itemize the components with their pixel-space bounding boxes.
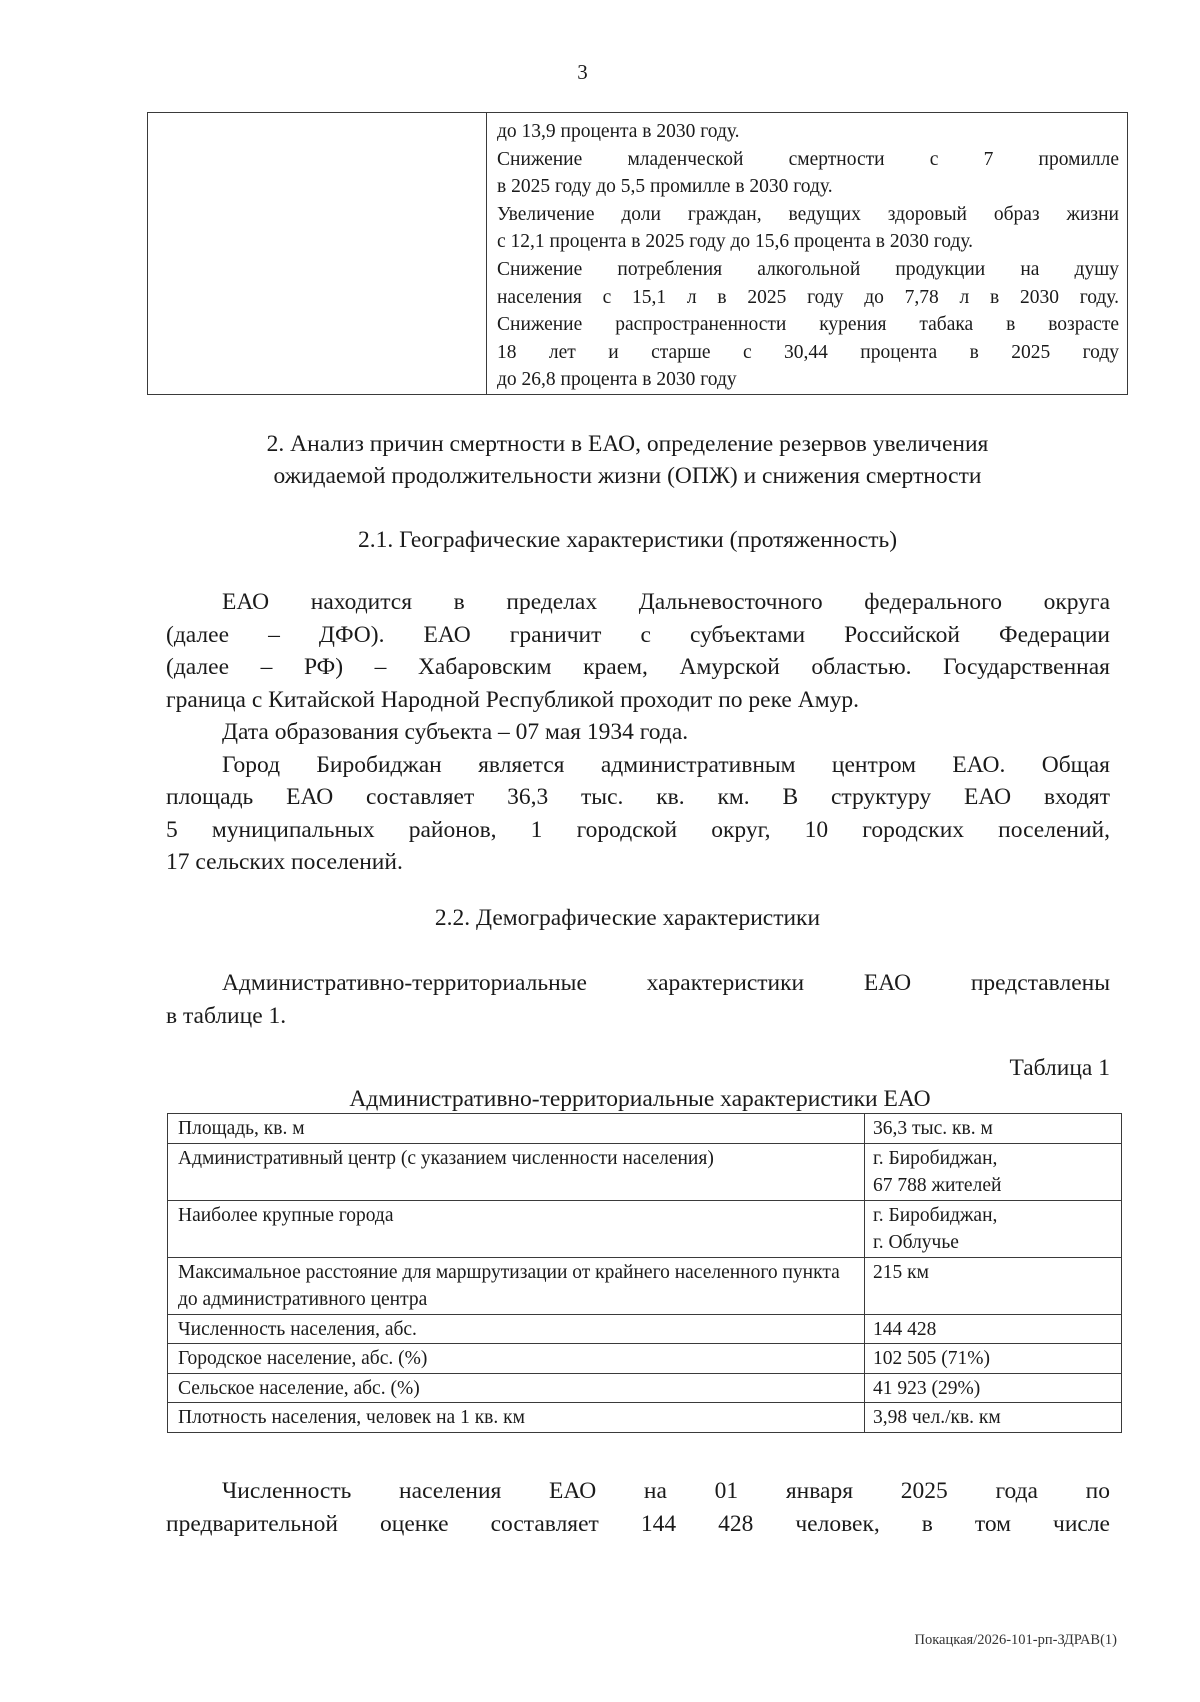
paragraph-line: ЕАО находится в пределах Дальневосточного федерального округа — [222, 589, 1110, 615]
goals-table-continuation — [147, 112, 1128, 395]
table-row — [168, 1373, 1122, 1403]
table-row — [168, 1403, 1122, 1433]
goals-cell — [487, 113, 1128, 395]
row-value-line: 3,98 чел./кв. км — [873, 1407, 1001, 1428]
row-value — [865, 1200, 1122, 1257]
page-number: 3 — [577, 60, 588, 84]
paragraph-line: площадь ЕАО составляет 36,3 тыс. кв. км. В структуру ЕАО входят — [166, 784, 1110, 810]
row-value-line: 67 788 жителей — [873, 1175, 1002, 1196]
row-value-line: 144 428 — [873, 1318, 937, 1340]
paragraph-line: 17 сельских поселений. — [166, 849, 403, 875]
row-value — [865, 1257, 1122, 1314]
row-key: Максимальное расстояние для маршрутизации от крайнего населенного пункта до административного центра — [168, 1257, 865, 1314]
goal-line: Снижение распространенности курения табака в возрасте — [497, 314, 1119, 336]
row-value-line: 36,3 тыс. кв. м — [873, 1118, 993, 1139]
goal-line: в 2025 году до 5,5 промилле в 2030 году. — [497, 176, 833, 198]
row-key: Численность населения, абс. — [168, 1314, 865, 1344]
row-value — [865, 1114, 1122, 1144]
section-2-title — [140, 428, 1115, 492]
row-value — [865, 1344, 1122, 1374]
goal-line: Снижение младенческой смертности с 7 промилле — [497, 148, 1119, 170]
row-value-line: 102 505 (71%) — [873, 1348, 990, 1369]
goal-line: Увеличение доли граждан, ведущих здоровый образ жизни — [497, 203, 1119, 225]
closing-paragraph — [166, 1475, 1110, 1540]
goal-line: до 13,9 процента в 2030 году. — [497, 121, 740, 142]
row-key: Площадь, кв. м — [168, 1114, 865, 1144]
empty-cell — [148, 113, 487, 395]
paragraph-line: граница с Китайской Народной Республикой проходит по реке Амур. — [166, 686, 859, 713]
paragraph-line: в таблице 1. — [166, 1002, 287, 1029]
row-value — [865, 1373, 1122, 1403]
row-value-line: 215 км — [873, 1261, 929, 1283]
section-2-1-title: 2.1. Географические характеристики (протяженность) — [357, 527, 898, 553]
table-row — [168, 1314, 1122, 1344]
paragraph-line: Дата образования субъекта – 07 мая 1934 года. — [222, 719, 689, 745]
paragraph-line: (далее – РФ) – Хабаровским краем, Амурской областью. Государственная — [166, 654, 1110, 680]
section-2-1-body — [166, 586, 1110, 879]
section-2-title-line: ожидаемой продолжительности жизни (ОПЖ) и снижения смертности — [273, 463, 982, 489]
table-row — [168, 1143, 1122, 1200]
row-value — [865, 1403, 1122, 1433]
table-row — [168, 1257, 1122, 1314]
row-value — [865, 1314, 1122, 1344]
paragraph-line: (далее – ДФО). ЕАО граничит с субъектами Российской Федерации — [166, 621, 1110, 648]
document-footer-code: Покацкая/2026-101-рп-ЗДРАВ(1) — [914, 1632, 1117, 1648]
paragraph-line: предварительной оценке составляет 144 428 человек, в том числе — [166, 1510, 1110, 1537]
table-row — [168, 1114, 1122, 1144]
table-row — [168, 1200, 1122, 1257]
row-value-line: 41 923 (29%) — [873, 1377, 981, 1399]
row-value-line: г. Биробиджан, — [873, 1204, 998, 1226]
paragraph-line: Численность населения ЕАО на 01 января 2025 года по — [222, 1478, 1110, 1504]
row-value — [865, 1143, 1122, 1200]
row-key: Сельское население, абс. (%) — [168, 1373, 865, 1403]
paragraph-line: Город Биробиджан является административным центром ЕАО. Общая — [222, 751, 1110, 778]
row-key: Административный центр (с указанием численности населения) — [168, 1143, 865, 1200]
table-title: Административно-территориальные характеристики ЕАО — [349, 1086, 931, 1112]
row-value-line: г. Биробиджан, — [873, 1147, 998, 1169]
section-2-title-line: 2. Анализ причин смертности в ЕАО, определение резервов увеличения — [266, 431, 989, 457]
row-key: Плотность населения, человек на 1 кв. км — [168, 1403, 865, 1433]
row-value-line: г. Облучье — [873, 1232, 959, 1253]
row-key: Наиболее крупные города — [168, 1200, 865, 1257]
section-2-2-body — [166, 967, 1110, 1032]
row-key: Городское население, абс. (%) — [168, 1344, 865, 1374]
goal-line: с 12,1 процента в 2025 году до 15,6 процента в 2030 году. — [497, 231, 974, 253]
goal-line: до 26,8 процента в 2030 году — [497, 369, 737, 391]
table-row — [168, 1344, 1122, 1374]
section-2-2-title: 2.2. Демографические характеристики — [434, 905, 821, 931]
goal-line: 18 лет и старше с 30,44 процента в 2025 году — [497, 341, 1119, 363]
goal-line: Снижение потребления алкогольной продукции на душу — [497, 258, 1119, 280]
admin-characteristics-table — [167, 1113, 1122, 1433]
goal-line: населения с 15,1 л в 2025 году до 7,78 л в 2030 году. — [497, 286, 1119, 308]
paragraph-line: 5 муниципальных районов, 1 городской округ, 10 городских поселений, — [166, 816, 1110, 843]
table-label: Таблица 1 — [1009, 1055, 1110, 1081]
paragraph-line: Административно-территориальные характеристики ЕАО представлены — [222, 970, 1110, 996]
